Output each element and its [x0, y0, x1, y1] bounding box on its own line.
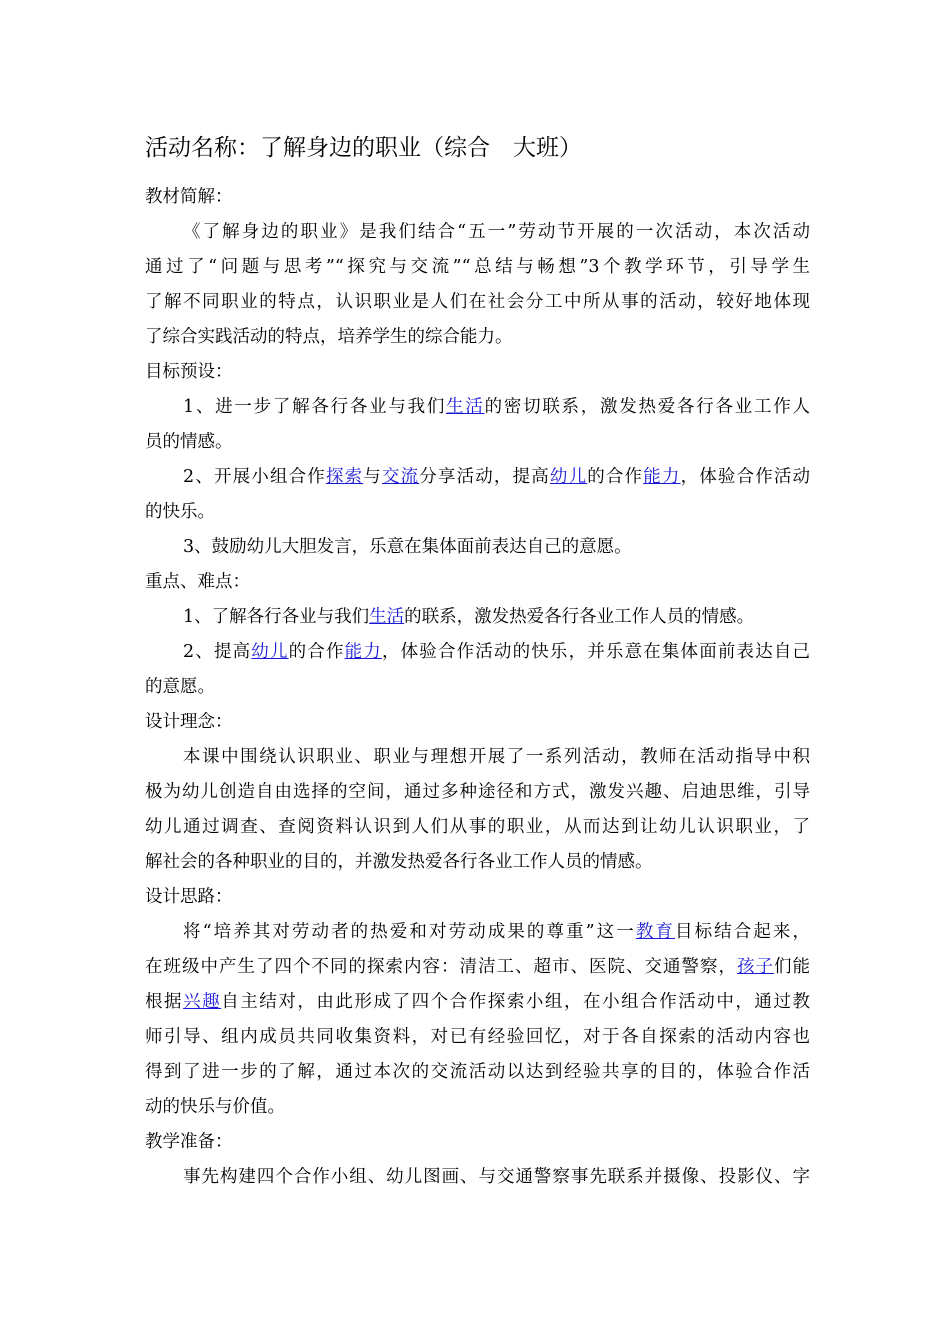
text-run: 动的快乐与价值。 — [145, 1097, 285, 1117]
text-run: 在班级中产生了四个不同的探索内容：清洁工、超市、医院、交通警察， — [145, 957, 737, 977]
text-run: 们能 — [774, 957, 810, 977]
text-line — [145, 530, 810, 565]
text-line — [145, 215, 810, 250]
keyword-link[interactable]: 交流 — [381, 467, 420, 487]
text-run: 师引导、组内成员共同收集资料，对已有经验回忆，对于各自探索的活动内容也 — [145, 1027, 810, 1047]
text-run: 《了解身边的职业》是我们结合“五一”劳动节开展的一次活动，本次活动 — [183, 222, 810, 242]
text-run: 2、开展小组合作 — [183, 467, 326, 487]
text-run: 的密切联系，激发热爱各行各业工作人 — [484, 397, 810, 417]
text-line — [145, 740, 810, 775]
text-line — [145, 775, 810, 810]
text-run: 幼儿通过调查、查阅资料认识到人们从事的职业，从而达到让幼儿认识职业，了 — [145, 817, 810, 837]
text-line — [145, 460, 810, 495]
text-run: 得到了进一步的了解，通过本次的交流活动以达到经验共享的目的，体验合作活 — [145, 1062, 810, 1082]
text-run: 与 — [363, 467, 382, 487]
text-line — [145, 1160, 810, 1195]
text-run: 教学准备： — [145, 1132, 233, 1152]
text-line — [145, 355, 810, 390]
text-line — [145, 705, 810, 740]
text-line — [145, 635, 810, 670]
text-run: 员的情感。 — [145, 432, 233, 452]
keyword-link[interactable]: 幼儿 — [251, 642, 289, 662]
text-run: 设计思路： — [145, 887, 233, 907]
text-run: 的意愿。 — [145, 677, 215, 697]
text-run: 1、了解各行各业与我们 — [183, 607, 370, 627]
text-run: 的合作 — [587, 467, 644, 487]
text-run: 事先构建四个合作小组、幼儿图画、与交通警察事先联系并摄像、投影仪、字 — [183, 1167, 810, 1187]
text-line — [145, 810, 810, 845]
text-run: 设计理念： — [145, 712, 233, 732]
text-line — [145, 425, 810, 460]
text-line — [145, 495, 810, 530]
text-run: 的快乐。 — [145, 502, 215, 522]
keyword-link[interactable]: 探索 — [325, 467, 364, 487]
text-line — [145, 950, 810, 985]
text-line — [145, 915, 810, 950]
text-line — [145, 285, 810, 320]
text-line — [145, 1090, 810, 1125]
text-run: 的联系，激发热爱各行各业工作人员的情感。 — [404, 607, 755, 627]
text-line — [145, 1055, 810, 1090]
text-run: 教材简解： — [145, 187, 233, 207]
text-run: 目标结合起来， — [675, 922, 810, 942]
text-run: 2、提高 — [183, 642, 252, 662]
keyword-link[interactable]: 幼儿 — [549, 467, 588, 487]
text-line — [145, 565, 810, 600]
text-line — [145, 390, 810, 425]
keyword-link[interactable]: 能力 — [643, 467, 681, 487]
text-line — [145, 670, 810, 705]
text-run: 本课中围绕认识职业、职业与理想开展了一系列活动，教师在活动指导中积 — [183, 747, 810, 767]
text-run: 自主结对，由此形成了四个合作探索小组，在小组合作活动中，通过教 — [221, 992, 810, 1012]
text-run: 极为幼儿创造自由选择的空间，通过多种途径和方式，激发兴趣、启迪思维，引导 — [145, 782, 810, 802]
text-run: 根据 — [145, 992, 184, 1012]
keyword-link[interactable]: 兴趣 — [183, 992, 222, 1012]
document-page — [145, 128, 810, 1195]
text-run: 目标预设： — [145, 362, 233, 382]
text-run: 解社会的各种职业的目的，并激发热爱各行各业工作人员的情感。 — [145, 852, 653, 872]
text-run: 3、鼓励幼儿大胆发言，乐意在集体面前表达自己的意愿。 — [183, 537, 632, 557]
text-line — [145, 845, 810, 880]
document-body — [145, 180, 810, 1195]
text-line — [145, 180, 810, 215]
keyword-link[interactable]: 孩子 — [737, 957, 774, 977]
keyword-link[interactable]: 能力 — [344, 642, 382, 662]
text-run: 1、进一步了解各行各业与我们 — [183, 397, 447, 417]
text-run: 通过了“问题与思考”“探究与交流”“总结与畅想”3个教学环节，引导学生 — [145, 257, 810, 277]
text-run: 将“培养其对劳动者的热爱和对劳动成果的尊重”这一 — [183, 922, 636, 942]
keyword-link[interactable]: 教育 — [635, 922, 676, 942]
text-run: 重点、难点： — [145, 572, 250, 592]
text-run: 分享活动，提高 — [419, 467, 550, 487]
text-run: 的合作 — [288, 642, 345, 662]
text-line — [145, 985, 810, 1020]
text-line — [145, 1020, 810, 1055]
text-run: 了综合实践活动的特点，培养学生的综合能力。 — [145, 327, 513, 347]
text-run: 了解不同职业的特点，认识职业是人们在社会分工中所从事的活动，较好地体现 — [145, 292, 810, 312]
text-run: ，体验合作活动 — [680, 467, 810, 487]
keyword-link[interactable]: 生活 — [369, 607, 405, 627]
text-run: ，体验合作活动的快乐，并乐意在集体面前表达自己 — [381, 642, 810, 662]
text-line — [145, 1125, 810, 1160]
keyword-link[interactable]: 生活 — [446, 397, 485, 417]
text-line — [145, 600, 810, 635]
text-line — [145, 880, 810, 915]
text-line — [145, 320, 810, 355]
text-line — [145, 250, 810, 285]
document-title: 活动名称：了解身边的职业（综合 大班） — [145, 135, 582, 161]
